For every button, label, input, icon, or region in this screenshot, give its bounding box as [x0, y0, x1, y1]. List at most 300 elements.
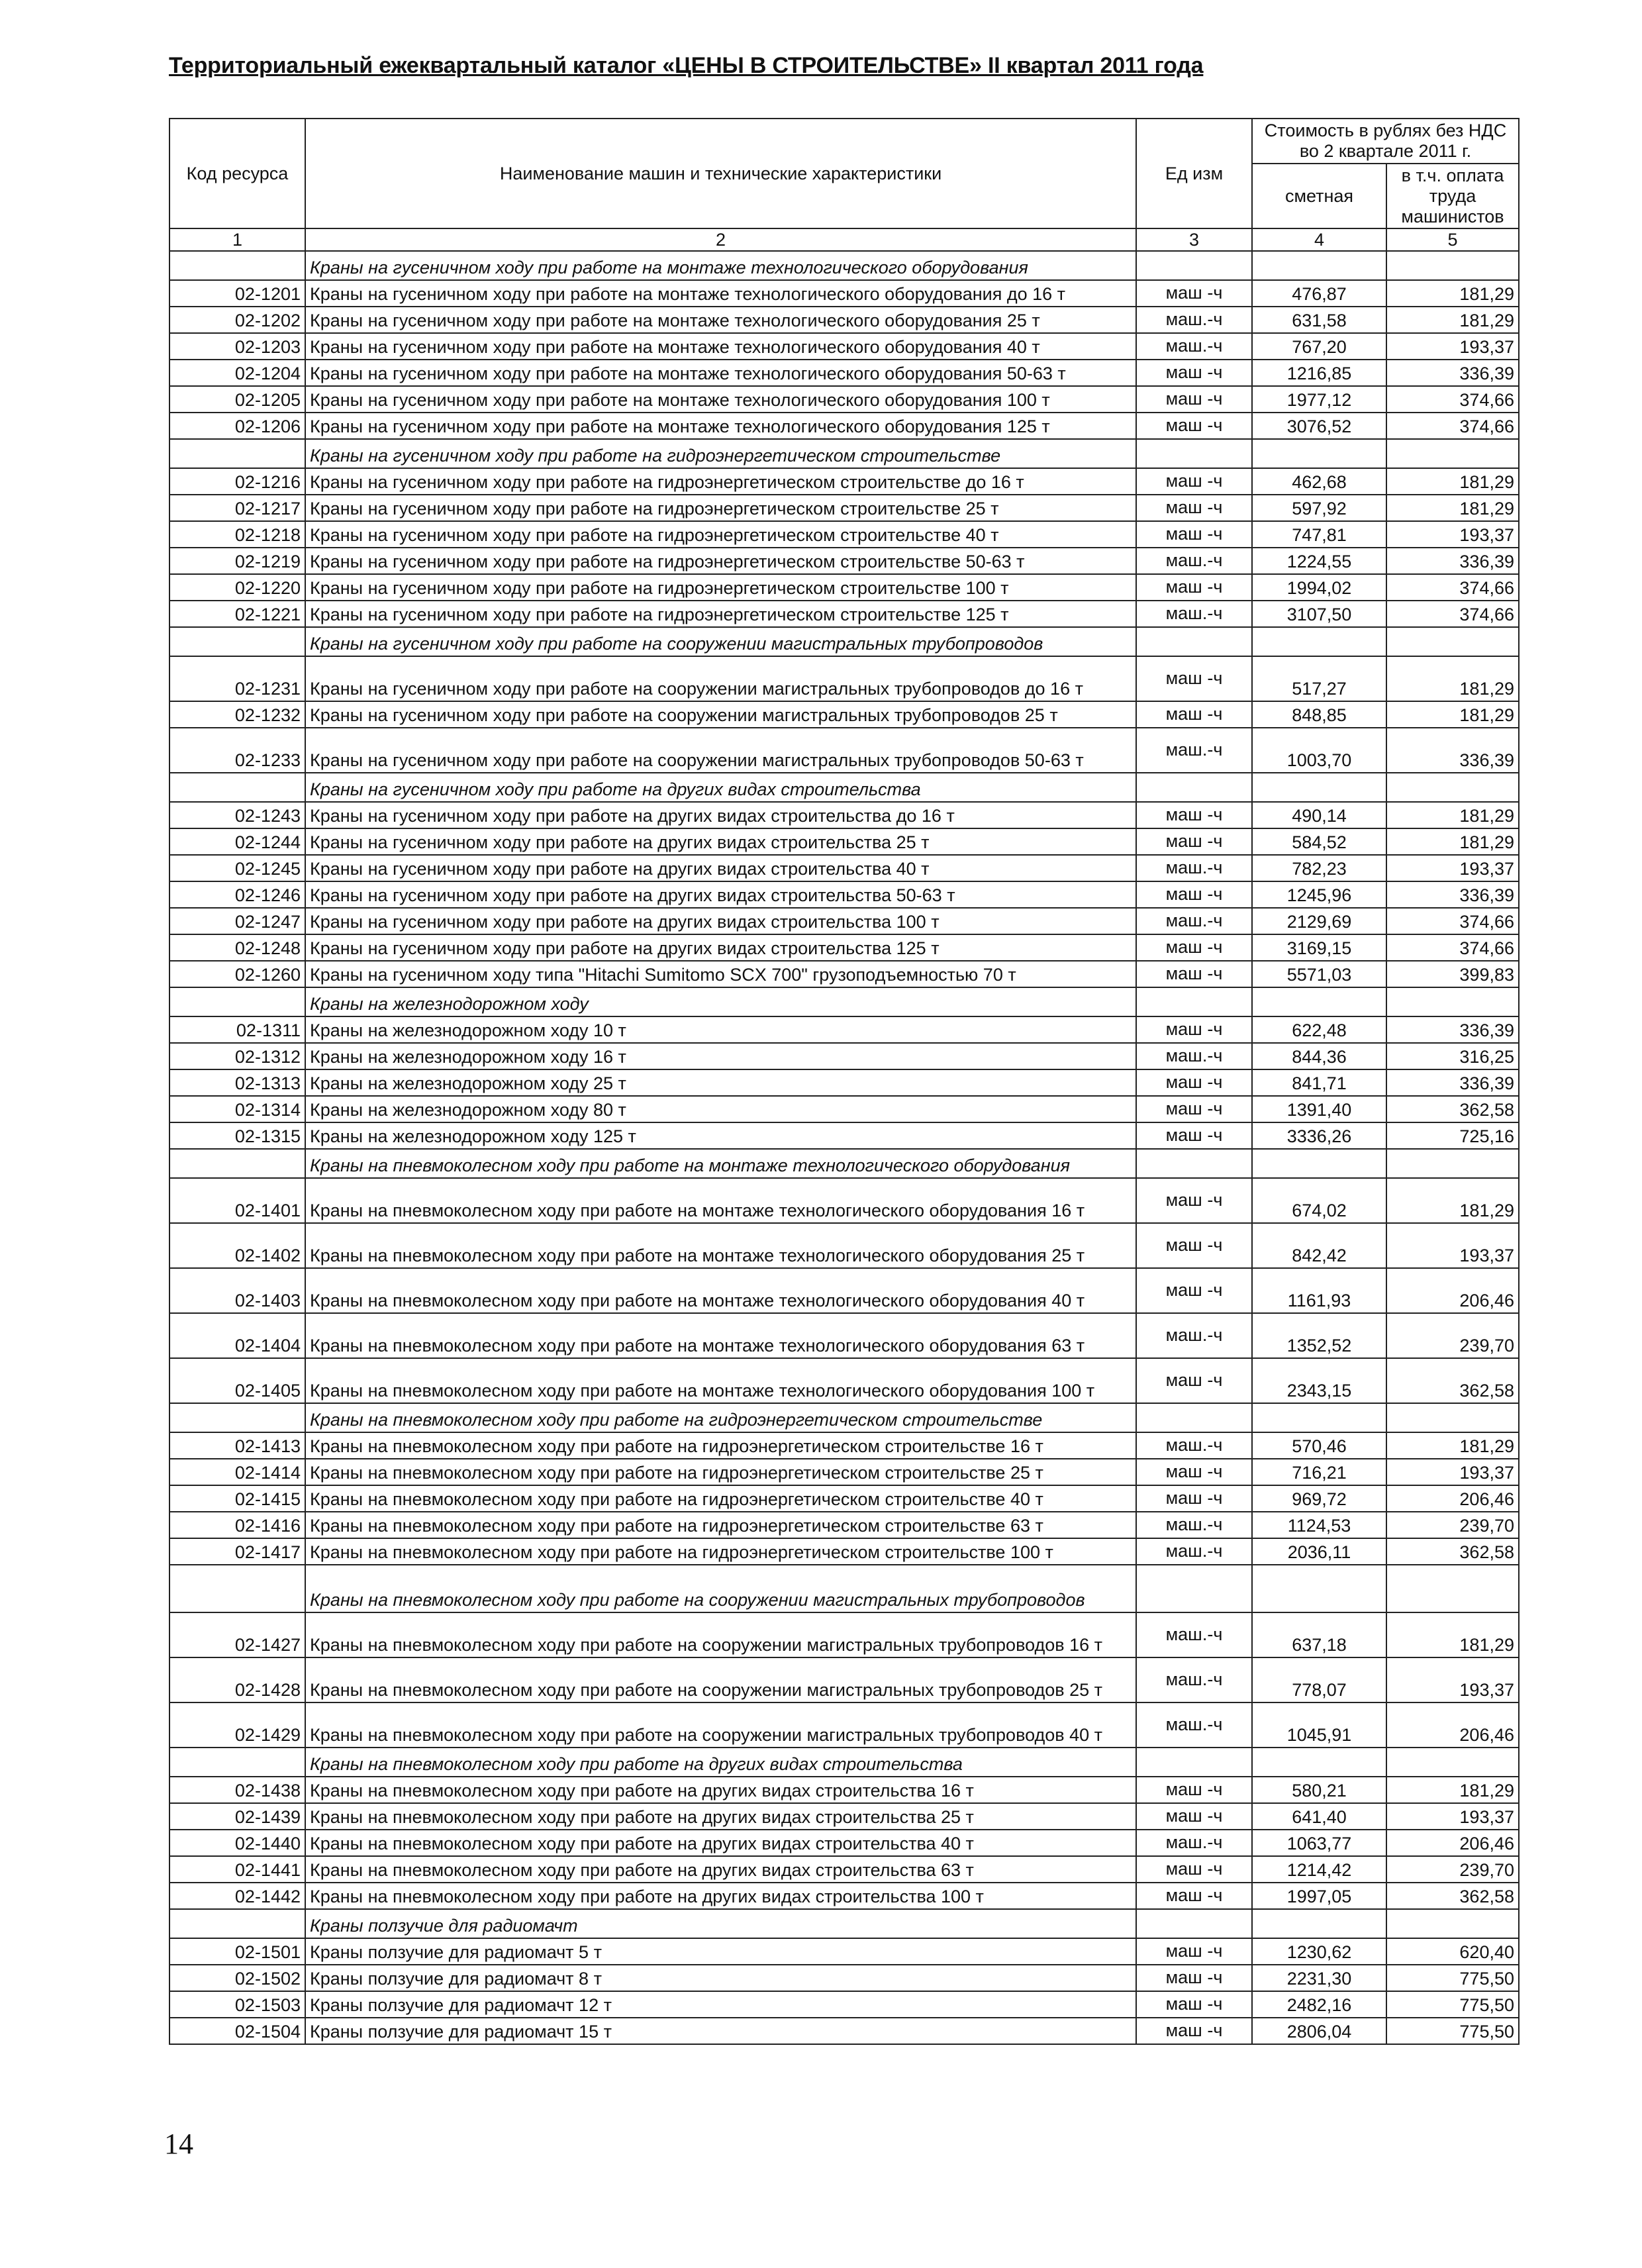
table-row [169, 855, 1519, 881]
resource-code: 02-1203 [169, 333, 305, 360]
resource-code: 02-1417 [169, 1538, 305, 1565]
machine-name: Краны на пневмоколесном ходу при работе на сооружении магистральных трубопроводов 25 т [305, 1657, 1136, 1702]
section-title: Краны на пневмоколесном ходу при работе на монтаже технологического оборудования [305, 1149, 1136, 1178]
resource-code: 02-1439 [169, 1803, 305, 1830]
operator-wage: 336,39 [1386, 1016, 1519, 1043]
resource-code: 02-1311 [169, 1016, 305, 1043]
machine-name: Краны на пневмоколесном ходу при работе на монтаже технологического оборудования 25 т [305, 1223, 1136, 1268]
estimated-cost: 5571,03 [1252, 961, 1386, 987]
section-unit-cell [1136, 439, 1252, 468]
table-row [169, 1122, 1519, 1149]
unit-of-measure: маш.-ч [1136, 601, 1252, 627]
section-unit-cell [1136, 1565, 1252, 1612]
operator-wage: 336,39 [1386, 881, 1519, 908]
operator-wage: 181,29 [1386, 1777, 1519, 1803]
unit-of-measure: маш -ч [1136, 1223, 1252, 1268]
table-row [169, 656, 1519, 701]
estimated-cost: 1994,02 [1252, 574, 1386, 601]
machine-name: Краны на железнодорожном ходу 25 т [305, 1069, 1136, 1096]
resource-code: 02-1314 [169, 1096, 305, 1122]
section-row [169, 1149, 1519, 1178]
section-title: Краны на пневмоколесном ходу при работе на других видах строительства [305, 1748, 1136, 1777]
operator-wage: 181,29 [1386, 280, 1519, 307]
table-row [169, 1016, 1519, 1043]
machine-name: Краны на пневмоколесном ходу при работе на монтаже технологического оборудования 16 т [305, 1178, 1136, 1223]
section-row [169, 1403, 1519, 1432]
estimated-cost: 1124,53 [1252, 1512, 1386, 1538]
section-row [169, 773, 1519, 802]
header-wage: в т.ч. оплата труда машинистов [1386, 164, 1519, 228]
table-row [169, 521, 1519, 548]
resource-code: 02-1416 [169, 1512, 305, 1538]
operator-wage: 239,70 [1386, 1313, 1519, 1358]
estimated-cost: 3169,15 [1252, 934, 1386, 961]
machine-name: Краны на гусеничном ходу при работе на сооружении магистральных трубопроводов 25 т [305, 701, 1136, 728]
operator-wage: 181,29 [1386, 468, 1519, 495]
unit-of-measure: маш.-ч [1136, 1512, 1252, 1538]
unit-of-measure: маш -ч [1136, 1991, 1252, 2018]
unit-of-measure: маш -ч [1136, 1268, 1252, 1313]
unit-of-measure: маш.-ч [1136, 1612, 1252, 1657]
estimated-cost: 747,81 [1252, 521, 1386, 548]
estimated-cost: 778,07 [1252, 1657, 1386, 1702]
estimated-cost: 580,21 [1252, 1777, 1386, 1803]
resource-code: 02-1205 [169, 386, 305, 413]
machine-name: Краны на гусеничном ходу при работе на других видах строительства 25 т [305, 828, 1136, 855]
machine-name: Краны на гусеничном ходу при работе на монтаже технологического оборудования 50-63 т [305, 360, 1136, 386]
section-unit-cell [1136, 773, 1252, 802]
machine-name: Краны на гусеничном ходу при работе на гидроэнергетическом строительстве до 16 т [305, 468, 1136, 495]
unit-of-measure: маш -ч [1136, 701, 1252, 728]
table-row [169, 1657, 1519, 1702]
estimated-cost: 1391,40 [1252, 1096, 1386, 1122]
operator-wage: 206,46 [1386, 1485, 1519, 1512]
resource-code: 02-1245 [169, 855, 305, 881]
machine-name: Краны ползучие для радиомачт 5 т [305, 1938, 1136, 1965]
machine-name: Краны на пневмоколесном ходу при работе на гидроэнергетическом строительстве 25 т [305, 1459, 1136, 1485]
section-title: Краны на гусеничном ходу при работе на монтаже технологического оборудования [305, 251, 1136, 280]
estimated-cost: 1003,70 [1252, 728, 1386, 773]
estimated-cost: 637,18 [1252, 1612, 1386, 1657]
section-code-cell [169, 773, 305, 802]
unit-of-measure: маш -ч [1136, 961, 1252, 987]
operator-wage: 181,29 [1386, 828, 1519, 855]
unit-of-measure: маш -ч [1136, 1883, 1252, 1909]
machine-name: Краны на железнодорожном ходу 125 т [305, 1122, 1136, 1149]
operator-wage: 206,46 [1386, 1268, 1519, 1313]
unit-of-measure: маш.-ч [1136, 908, 1252, 934]
estimated-cost: 597,92 [1252, 495, 1386, 521]
header-name: Наименование машин и технические характеристики [305, 119, 1136, 228]
estimated-cost: 841,71 [1252, 1069, 1386, 1096]
page-title: Территориальный ежеквартальный каталог «ЦЕНЫ В СТРОИТЕЛЬСТВЕ» II квартал 2011 года [169, 53, 1204, 78]
unit-of-measure: маш -ч [1136, 1965, 1252, 1991]
table-row [169, 1883, 1519, 1909]
resource-code: 02-1415 [169, 1485, 305, 1512]
machine-name: Краны на пневмоколесном ходу при работе на других видах строительства 16 т [305, 1777, 1136, 1803]
machine-name: Краны на гусеничном ходу при работе на гидроэнергетическом строительстве 25 т [305, 495, 1136, 521]
machine-name: Краны на гусеничном ходу при работе на других видах строительства 50-63 т [305, 881, 1136, 908]
estimated-cost: 842,42 [1252, 1223, 1386, 1268]
machine-name: Краны на гусеничном ходу при работе на монтаже технологического оборудования 40 т [305, 333, 1136, 360]
table-row [169, 1538, 1519, 1565]
estimated-cost: 2231,30 [1252, 1965, 1386, 1991]
estimated-cost: 1977,12 [1252, 386, 1386, 413]
table-row [169, 1432, 1519, 1459]
resource-code: 02-1260 [169, 961, 305, 987]
machine-name: Краны на пневмоколесном ходу при работе на других видах строительства 63 т [305, 1856, 1136, 1883]
table-row [169, 1965, 1519, 1991]
operator-wage: 374,66 [1386, 574, 1519, 601]
estimated-cost: 641,40 [1252, 1803, 1386, 1830]
machine-name: Краны на гусеничном ходу при работе на сооружении магистральных трубопроводов 50-63 т [305, 728, 1136, 773]
unit-of-measure: маш -ч [1136, 656, 1252, 701]
unit-of-measure: маш -ч [1136, 934, 1252, 961]
machine-name: Краны на пневмоколесном ходу при работе на сооружении магистральных трубопроводов 40 т [305, 1702, 1136, 1748]
operator-wage: 316,25 [1386, 1043, 1519, 1069]
unit-of-measure: маш -ч [1136, 1856, 1252, 1883]
section-title: Краны на гусеничном ходу при работе на гидроэнергетическом строительстве [305, 439, 1136, 468]
machine-name: Краны на пневмоколесном ходу при работе на монтаже технологического оборудования 100 т [305, 1358, 1136, 1403]
section-cost-cell [1252, 1149, 1386, 1178]
operator-wage: 374,66 [1386, 386, 1519, 413]
estimated-cost: 1216,85 [1252, 360, 1386, 386]
resource-code: 02-1219 [169, 548, 305, 574]
estimated-cost: 490,14 [1252, 802, 1386, 828]
machine-name: Краны на гусеничном ходу при работе на сооружении магистральных трубопроводов до 16 т [305, 656, 1136, 701]
section-unit-cell [1136, 251, 1252, 280]
table-row [169, 1178, 1519, 1223]
unit-of-measure: маш -ч [1136, 1459, 1252, 1485]
section-cost-cell [1252, 1403, 1386, 1432]
estimated-cost: 462,68 [1252, 468, 1386, 495]
unit-of-measure: маш -ч [1136, 802, 1252, 828]
operator-wage: 206,46 [1386, 1702, 1519, 1748]
unit-of-measure: маш -ч [1136, 413, 1252, 439]
section-title: Краны на железнодорожном ходу [305, 987, 1136, 1016]
table-row [169, 1223, 1519, 1268]
column-number: 3 [1136, 228, 1252, 251]
unit-of-measure: маш.-ч [1136, 1538, 1252, 1565]
unit-of-measure: маш -ч [1136, 828, 1252, 855]
operator-wage: 193,37 [1386, 1223, 1519, 1268]
table-row [169, 881, 1519, 908]
section-wage-cell [1386, 439, 1519, 468]
table-row [169, 1803, 1519, 1830]
resource-code: 02-1315 [169, 1122, 305, 1149]
section-wage-cell [1386, 1149, 1519, 1178]
header-cost: сметная [1252, 164, 1386, 228]
resource-code: 02-1313 [169, 1069, 305, 1096]
machine-name: Краны на гусеничном ходу при работе на монтаже технологического оборудования 125 т [305, 413, 1136, 439]
machine-name: Краны на гусеничном ходу при работе на монтаже технологического оборудования 25 т [305, 307, 1136, 333]
resource-code: 02-1312 [169, 1043, 305, 1069]
header-unit: Ед изм [1136, 119, 1252, 228]
section-unit-cell [1136, 627, 1252, 656]
resource-code: 02-1440 [169, 1830, 305, 1856]
operator-wage: 181,29 [1386, 495, 1519, 521]
resource-code: 02-1218 [169, 521, 305, 548]
machine-name: Краны на пневмоколесном ходу при работе на гидроэнергетическом строительстве 16 т [305, 1432, 1136, 1459]
operator-wage: 181,29 [1386, 1612, 1519, 1657]
operator-wage: 362,58 [1386, 1096, 1519, 1122]
resource-code: 02-1503 [169, 1991, 305, 2018]
estimated-cost: 1224,55 [1252, 548, 1386, 574]
table-row [169, 1043, 1519, 1069]
operator-wage: 374,66 [1386, 934, 1519, 961]
table-row [169, 701, 1519, 728]
section-unit-cell [1136, 1748, 1252, 1777]
resource-code: 02-1438 [169, 1777, 305, 1803]
operator-wage: 206,46 [1386, 1830, 1519, 1856]
unit-of-measure: маш -ч [1136, 495, 1252, 521]
header-code: Код ресурса [169, 119, 305, 228]
table-body [169, 251, 1519, 2044]
resource-code: 02-1441 [169, 1856, 305, 1883]
machine-name: Краны на гусеничном ходу при работе на других видах строительства 100 т [305, 908, 1136, 934]
unit-of-measure: маш.-ч [1136, 333, 1252, 360]
estimated-cost: 2129,69 [1252, 908, 1386, 934]
operator-wage: 193,37 [1386, 1803, 1519, 1830]
machine-name: Краны на пневмоколесном ходу при работе на сооружении магистральных трубопроводов 16 т [305, 1612, 1136, 1657]
section-cost-cell [1252, 251, 1386, 280]
table-row [169, 386, 1519, 413]
machine-name: Краны на железнодорожном ходу 80 т [305, 1096, 1136, 1122]
machine-name: Краны на гусеничном ходу при работе на других видах строительства 40 т [305, 855, 1136, 881]
machine-name: Краны на пневмоколесном ходу при работе на монтаже технологического оборудования 63 т [305, 1313, 1136, 1358]
table-row [169, 908, 1519, 934]
unit-of-measure: маш.-ч [1136, 548, 1252, 574]
section-title: Краны ползучие для радиомачт [305, 1909, 1136, 1938]
section-code-cell [169, 1565, 305, 1612]
section-wage-cell [1386, 987, 1519, 1016]
resource-code: 02-1405 [169, 1358, 305, 1403]
unit-of-measure: маш -ч [1136, 1122, 1252, 1149]
operator-wage: 362,58 [1386, 1883, 1519, 1909]
header-cost-group: Стоимость в рублях без НДС во 2 квартале 2011 г. [1252, 119, 1519, 164]
machine-name: Краны на пневмоколесном ходу при работе на других видах строительства 25 т [305, 1803, 1136, 1830]
table-row [169, 1358, 1519, 1403]
section-unit-cell [1136, 987, 1252, 1016]
section-row [169, 987, 1519, 1016]
unit-of-measure: маш -ч [1136, 881, 1252, 908]
section-title: Краны на пневмоколесном ходу при работе на сооружении магистральных трубопроводов [305, 1565, 1136, 1612]
resource-code: 02-1442 [169, 1883, 305, 1909]
table-row [169, 1991, 1519, 2018]
resource-code: 02-1243 [169, 802, 305, 828]
section-title: Краны на гусеничном ходу при работе на других видах строительства [305, 773, 1136, 802]
resource-code: 02-1413 [169, 1432, 305, 1459]
operator-wage: 181,29 [1386, 802, 1519, 828]
operator-wage: 336,39 [1386, 1069, 1519, 1096]
unit-of-measure: маш.-ч [1136, 1657, 1252, 1702]
column-number: 1 [169, 228, 305, 251]
operator-wage: 193,37 [1386, 521, 1519, 548]
unit-of-measure: маш.-ч [1136, 1432, 1252, 1459]
section-code-cell [169, 1909, 305, 1938]
section-cost-cell [1252, 627, 1386, 656]
unit-of-measure: маш.-ч [1136, 1702, 1252, 1748]
resource-code: 02-1233 [169, 728, 305, 773]
operator-wage: 775,50 [1386, 1965, 1519, 1991]
table-row [169, 280, 1519, 307]
operator-wage: 775,50 [1386, 1991, 1519, 2018]
section-cost-cell [1252, 439, 1386, 468]
resource-code: 02-1231 [169, 656, 305, 701]
unit-of-measure: маш.-ч [1136, 1313, 1252, 1358]
resource-code: 02-1404 [169, 1313, 305, 1358]
resource-code: 02-1247 [169, 908, 305, 934]
section-cost-cell [1252, 1748, 1386, 1777]
table-row [169, 1512, 1519, 1538]
column-number: 4 [1252, 228, 1386, 251]
operator-wage: 181,29 [1386, 701, 1519, 728]
operator-wage: 775,50 [1386, 2018, 1519, 2044]
table-row [169, 1459, 1519, 1485]
machine-name: Краны ползучие для радиомачт 8 т [305, 1965, 1136, 1991]
machine-name: Краны на пневмоколесном ходу при работе на гидроэнергетическом строительстве 40 т [305, 1485, 1136, 1512]
operator-wage: 239,70 [1386, 1856, 1519, 1883]
table-row [169, 495, 1519, 521]
machine-name: Краны на пневмоколесном ходу при работе на других видах строительства 100 т [305, 1883, 1136, 1909]
operator-wage: 239,70 [1386, 1512, 1519, 1538]
machine-name: Краны на железнодорожном ходу 16 т [305, 1043, 1136, 1069]
section-row [169, 1565, 1519, 1612]
machine-name: Краны на гусеничном ходу при работе на других видах строительства 125 т [305, 934, 1136, 961]
section-code-cell [169, 1149, 305, 1178]
unit-of-measure: маш.-ч [1136, 728, 1252, 773]
resource-code: 02-1429 [169, 1702, 305, 1748]
machine-name: Краны на гусеничном ходу при работе на гидроэнергетическом строительстве 40 т [305, 521, 1136, 548]
operator-wage: 336,39 [1386, 360, 1519, 386]
section-unit-cell [1136, 1149, 1252, 1178]
estimated-cost: 1063,77 [1252, 1830, 1386, 1856]
operator-wage: 725,16 [1386, 1122, 1519, 1149]
table-row [169, 1268, 1519, 1313]
section-code-cell [169, 627, 305, 656]
estimated-cost: 674,02 [1252, 1178, 1386, 1223]
table-row [169, 1856, 1519, 1883]
estimated-cost: 1997,05 [1252, 1883, 1386, 1909]
operator-wage: 193,37 [1386, 1459, 1519, 1485]
price-catalog-table [169, 118, 1520, 2045]
section-unit-cell [1136, 1909, 1252, 1938]
resource-code: 02-1246 [169, 881, 305, 908]
resource-code: 02-1202 [169, 307, 305, 333]
section-wage-cell [1386, 773, 1519, 802]
estimated-cost: 782,23 [1252, 855, 1386, 881]
unit-of-measure: маш.-ч [1136, 1043, 1252, 1069]
unit-of-measure: маш -ч [1136, 280, 1252, 307]
unit-of-measure: маш -ч [1136, 1358, 1252, 1403]
section-cost-cell [1252, 1565, 1386, 1612]
operator-wage: 374,66 [1386, 601, 1519, 627]
estimated-cost: 1245,96 [1252, 881, 1386, 908]
unit-of-measure: маш -ч [1136, 574, 1252, 601]
unit-of-measure: маш -ч [1136, 1803, 1252, 1830]
resource-code: 02-1504 [169, 2018, 305, 2044]
table-row [169, 728, 1519, 773]
section-row [169, 1909, 1519, 1938]
unit-of-measure: маш -ч [1136, 386, 1252, 413]
estimated-cost: 584,52 [1252, 828, 1386, 855]
operator-wage: 620,40 [1386, 1938, 1519, 1965]
estimated-cost: 1045,91 [1252, 1702, 1386, 1748]
section-code-cell [169, 439, 305, 468]
table-row [169, 1830, 1519, 1856]
section-row [169, 251, 1519, 280]
estimated-cost: 848,85 [1252, 701, 1386, 728]
operator-wage: 181,29 [1386, 307, 1519, 333]
estimated-cost: 517,27 [1252, 656, 1386, 701]
unit-of-measure: маш -ч [1136, 1069, 1252, 1096]
unit-of-measure: маш -ч [1136, 1938, 1252, 1965]
machine-name: Краны на гусеничном ходу при работе на гидроэнергетическом строительстве 100 т [305, 574, 1136, 601]
column-number: 2 [305, 228, 1136, 251]
section-code-cell [169, 1403, 305, 1432]
unit-of-measure: маш -ч [1136, 360, 1252, 386]
operator-wage: 193,37 [1386, 333, 1519, 360]
table-row [169, 1702, 1519, 1748]
operator-wage: 362,58 [1386, 1358, 1519, 1403]
resource-code: 02-1220 [169, 574, 305, 601]
section-wage-cell [1386, 1565, 1519, 1612]
estimated-cost: 1352,52 [1252, 1313, 1386, 1358]
machine-name: Краны на гусеничном ходу при работе на монтаже технологического оборудования 100 т [305, 386, 1136, 413]
table-row [169, 1612, 1519, 1657]
estimated-cost: 3336,26 [1252, 1122, 1386, 1149]
section-cost-cell [1252, 987, 1386, 1016]
unit-of-measure: маш -ч [1136, 1016, 1252, 1043]
estimated-cost: 1230,62 [1252, 1938, 1386, 1965]
estimated-cost: 716,21 [1252, 1459, 1386, 1485]
operator-wage: 336,39 [1386, 548, 1519, 574]
resource-code: 02-1401 [169, 1178, 305, 1223]
table-row [169, 828, 1519, 855]
machine-name: Краны ползучие для радиомачт 15 т [305, 2018, 1136, 2044]
column-numbers-row [169, 228, 1519, 251]
estimated-cost: 570,46 [1252, 1432, 1386, 1459]
section-unit-cell [1136, 1403, 1252, 1432]
estimated-cost: 1161,93 [1252, 1268, 1386, 1313]
table-row [169, 1313, 1519, 1358]
section-row [169, 439, 1519, 468]
table-row [169, 1777, 1519, 1803]
table-row [169, 574, 1519, 601]
machine-name: Краны на пневмоколесном ходу при работе на гидроэнергетическом строительстве 100 т [305, 1538, 1136, 1565]
estimated-cost: 2343,15 [1252, 1358, 1386, 1403]
operator-wage: 193,37 [1386, 855, 1519, 881]
table-row [169, 333, 1519, 360]
estimated-cost: 3107,50 [1252, 601, 1386, 627]
resource-code: 02-1216 [169, 468, 305, 495]
estimated-cost: 969,72 [1252, 1485, 1386, 1512]
section-row [169, 1748, 1519, 1777]
table-row [169, 468, 1519, 495]
table-row [169, 1485, 1519, 1512]
machine-name: Краны на железнодорожном ходу 10 т [305, 1016, 1136, 1043]
section-cost-cell [1252, 1909, 1386, 1938]
operator-wage: 336,39 [1386, 728, 1519, 773]
resource-code: 02-1403 [169, 1268, 305, 1313]
estimated-cost: 2482,16 [1252, 1991, 1386, 2018]
resource-code: 02-1502 [169, 1965, 305, 1991]
section-code-cell [169, 251, 305, 280]
table-row [169, 1096, 1519, 1122]
machine-name: Краны на гусеничном ходу при работе на гидроэнергетическом строительстве 50-63 т [305, 548, 1136, 574]
unit-of-measure: маш -ч [1136, 1777, 1252, 1803]
unit-of-measure: маш -ч [1136, 1096, 1252, 1122]
